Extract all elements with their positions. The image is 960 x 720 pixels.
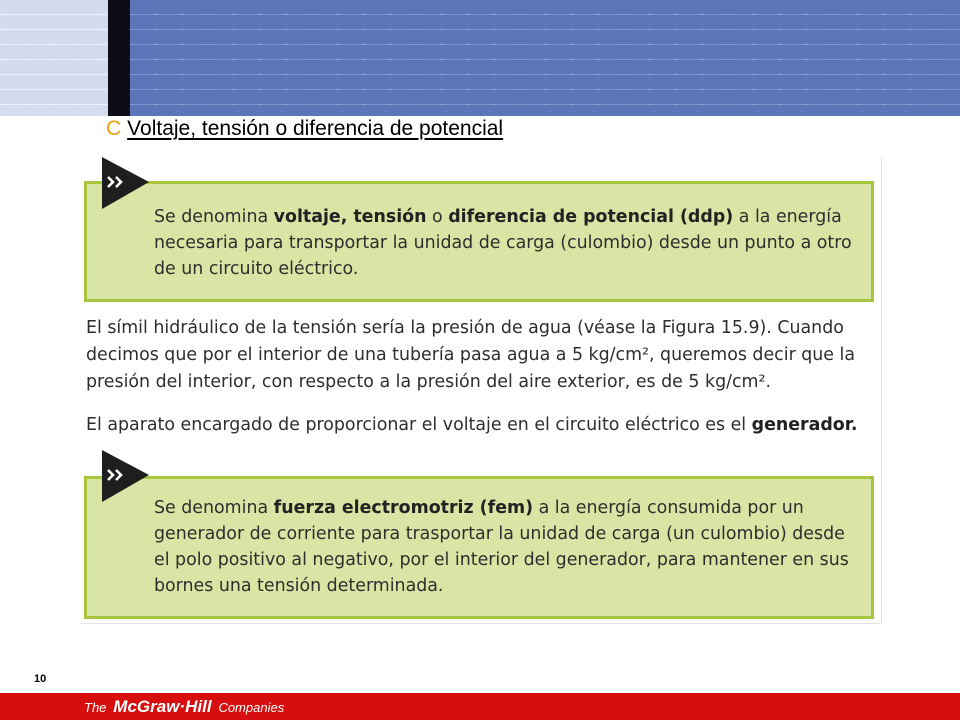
definition-text-voltage <box>154 204 857 282</box>
image-edge <box>881 158 882 624</box>
image-edge <box>80 623 882 624</box>
bold-term-ddp: diferencia de potencial (ddp) <box>448 207 734 227</box>
banner-pattern-right <box>130 0 960 116</box>
bold-term-generator: generador. <box>751 415 858 435</box>
text-run: a la energía necesaria para transportar la unidad de carga (culombio) desde un punto a otro de un circuito eléctrico. <box>154 207 852 279</box>
footer-bar <box>0 693 960 720</box>
publisher-logo <box>84 697 284 717</box>
slide-title <box>106 117 503 141</box>
logo-the: The <box>84 700 107 715</box>
definition-text-emf <box>154 495 857 599</box>
logo-brand: McGraw·Hill <box>113 697 212 716</box>
text-run: El aparato encargado de proporcionar el voltaje en el circuito eléctrico es el <box>86 415 752 435</box>
text-run: Se denomina <box>154 207 274 227</box>
double-chevron-arrow-icon <box>102 157 152 213</box>
bold-term-voltage: voltaje, tensión <box>273 207 427 227</box>
textbook-excerpt <box>80 158 882 624</box>
text-run: o <box>426 207 449 227</box>
paragraph-hydraulic-analogy: El símil hidráulico de la tensión sería la presión de agua (véase la Figura 15.9). Cuando decimos que por el interior de una tubería pasa agua a 5 kg/cm², queremos decir que la presión del interior, con respecto a la presión del aire exterior, es de 5 kg/cm². <box>86 318 856 392</box>
text-run: a la energía consumida por un generador de corriente para trasportar la unidad de carga (un culombio) desde el polo positivo al negativo, por el interior del generador, para mantener en sus bornes una tensión determinada. <box>154 498 849 596</box>
double-chevron-arrow-icon <box>102 450 152 506</box>
bold-term-fem: fuerza electromotriz (fem) <box>273 498 534 518</box>
page-number: 10 <box>34 673 47 685</box>
banner-pattern-left <box>0 0 108 116</box>
title-bullet: C <box>106 117 122 140</box>
banner-divider-bar <box>108 0 130 116</box>
text-run: Se denomina <box>154 498 274 518</box>
definition-box-voltage <box>84 181 874 302</box>
title-text: Voltaje, tensión o diferencia de potencial <box>127 117 504 140</box>
logo-companies: Companies <box>218 700 285 715</box>
paragraph-generator <box>86 412 874 439</box>
definition-box-emf <box>84 476 874 619</box>
